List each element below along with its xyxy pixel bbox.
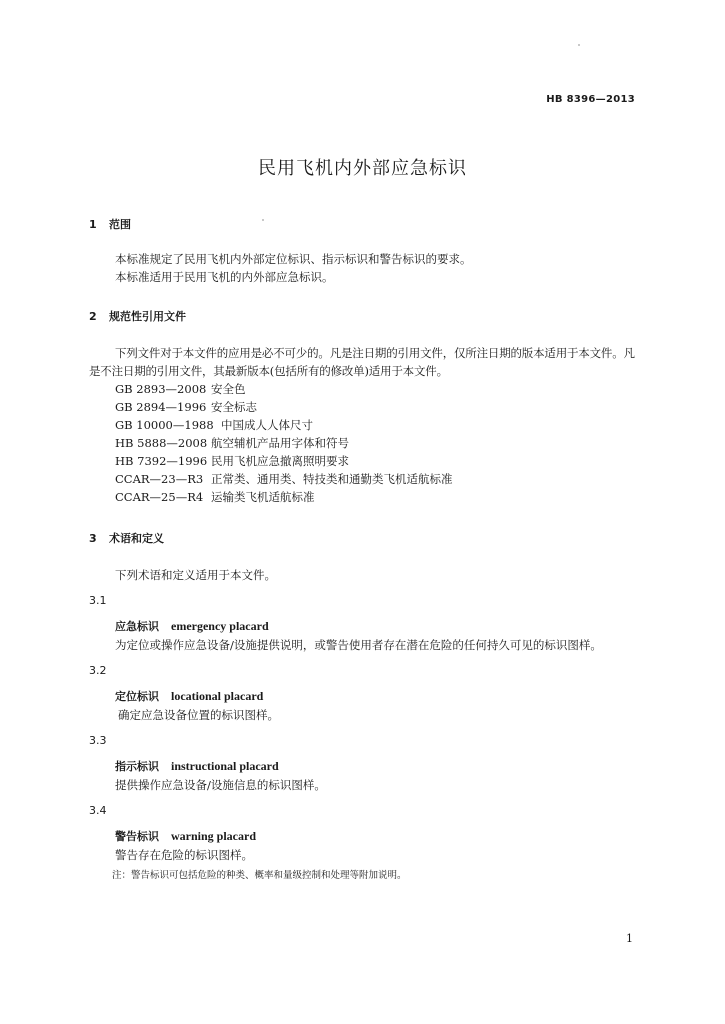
term-english: locational placard [171,689,264,703]
reference-item [115,380,246,398]
document-title: 民用飞机内外部应急标识 [258,158,467,179]
reference-code: HB 5888—2008 [115,436,208,450]
section-number: 1 [89,218,97,231]
reference-title: 民用飞机应急撤离照明要求 [211,454,349,468]
reference-title: 正常类、通用类、特技类和通勤类飞机适航标准 [211,472,453,486]
section-3-heading [89,530,164,546]
reference-title: 中国成人人体尺寸 [221,418,313,432]
reference-item [115,488,315,506]
reference-code: CCAR—25—R4 [115,490,204,504]
term-definition: 提供操作应急设备/设施信息的标识图样。 [115,778,326,792]
reference-title: 安全色 [211,382,246,396]
section-title: 规范性引用文件 [109,310,186,323]
section-title: 术语和定义 [109,532,164,545]
clause-number: 3.4 [89,804,107,817]
reference-code: CCAR—23—R3 [115,472,204,486]
term-entry [115,618,269,634]
standard-code: HB 8396—2013 [546,94,635,105]
scope-paragraph: 本标准适用于民用飞机的内外部应急标识。 [115,270,334,284]
clause-number: 3.1 [89,594,107,607]
section-number: 3 [89,532,97,545]
term-definition: 警告存在危险的标识图样。 [115,848,253,862]
reference-item [115,416,313,434]
reference-code: GB 2894—1996 [115,400,207,414]
term-chinese: 应急标识 [115,620,159,633]
term-entry [115,758,279,774]
reference-code: GB 2893—2008 [115,382,207,396]
section-number: 2 [89,310,97,323]
scan-speck [578,44,580,46]
term-definition: 确定应急设备位置的标识图样。 [118,708,279,722]
term-english: instructional placard [171,759,279,773]
term-chinese: 指示标识 [115,760,159,773]
term-chinese: 警告标识 [115,830,159,843]
scan-speck [262,219,264,221]
term-note: 注：警告标识可包括危险的种类、概率和量级控制和处理等附加说明。 [112,870,407,881]
term-entry [115,828,256,844]
term-chinese: 定位标识 [115,690,159,703]
page-number: 1 [626,932,633,945]
reference-title: 安全标志 [211,400,257,414]
term-entry [115,688,263,704]
reference-item [115,470,453,488]
term-english: warning placard [171,829,257,843]
reference-code: GB 10000—1988 [115,418,214,432]
reference-item [115,434,349,452]
scope-paragraph: 本标准规定了民用飞机内外部定位标识、指示标识和警告标识的要求。 [115,252,472,266]
section-1-heading [89,216,131,232]
section-title: 范围 [109,218,131,231]
reference-item [115,398,257,416]
reference-title: 航空辅机产品用字体和符号 [211,436,349,450]
reference-title: 运输类飞机适航标准 [211,490,315,504]
term-definition: 为定位或操作应急设备/设施提供说明，或警告使用者存在潜在危险的任何持久可见的标识图样。 [115,638,602,652]
section-2-heading [89,308,186,324]
reference-item [115,452,349,470]
terms-intro-paragraph: 下列术语和定义适用于本文件。 [115,568,276,582]
term-english: emergency placard [171,619,269,633]
clause-number: 3.2 [89,664,107,677]
clause-number: 3.3 [89,734,107,747]
normative-intro-paragraph: 下列文件对于本文件的应用是必不可少的。凡是注日期的引用文件，仅所注日期的版本适用于本文件。凡是不注日期的引用文件，其最新版本(包括所有的修改单)适用于本文件。 [89,346,635,378]
reference-code: HB 7392—1996 [115,454,208,468]
